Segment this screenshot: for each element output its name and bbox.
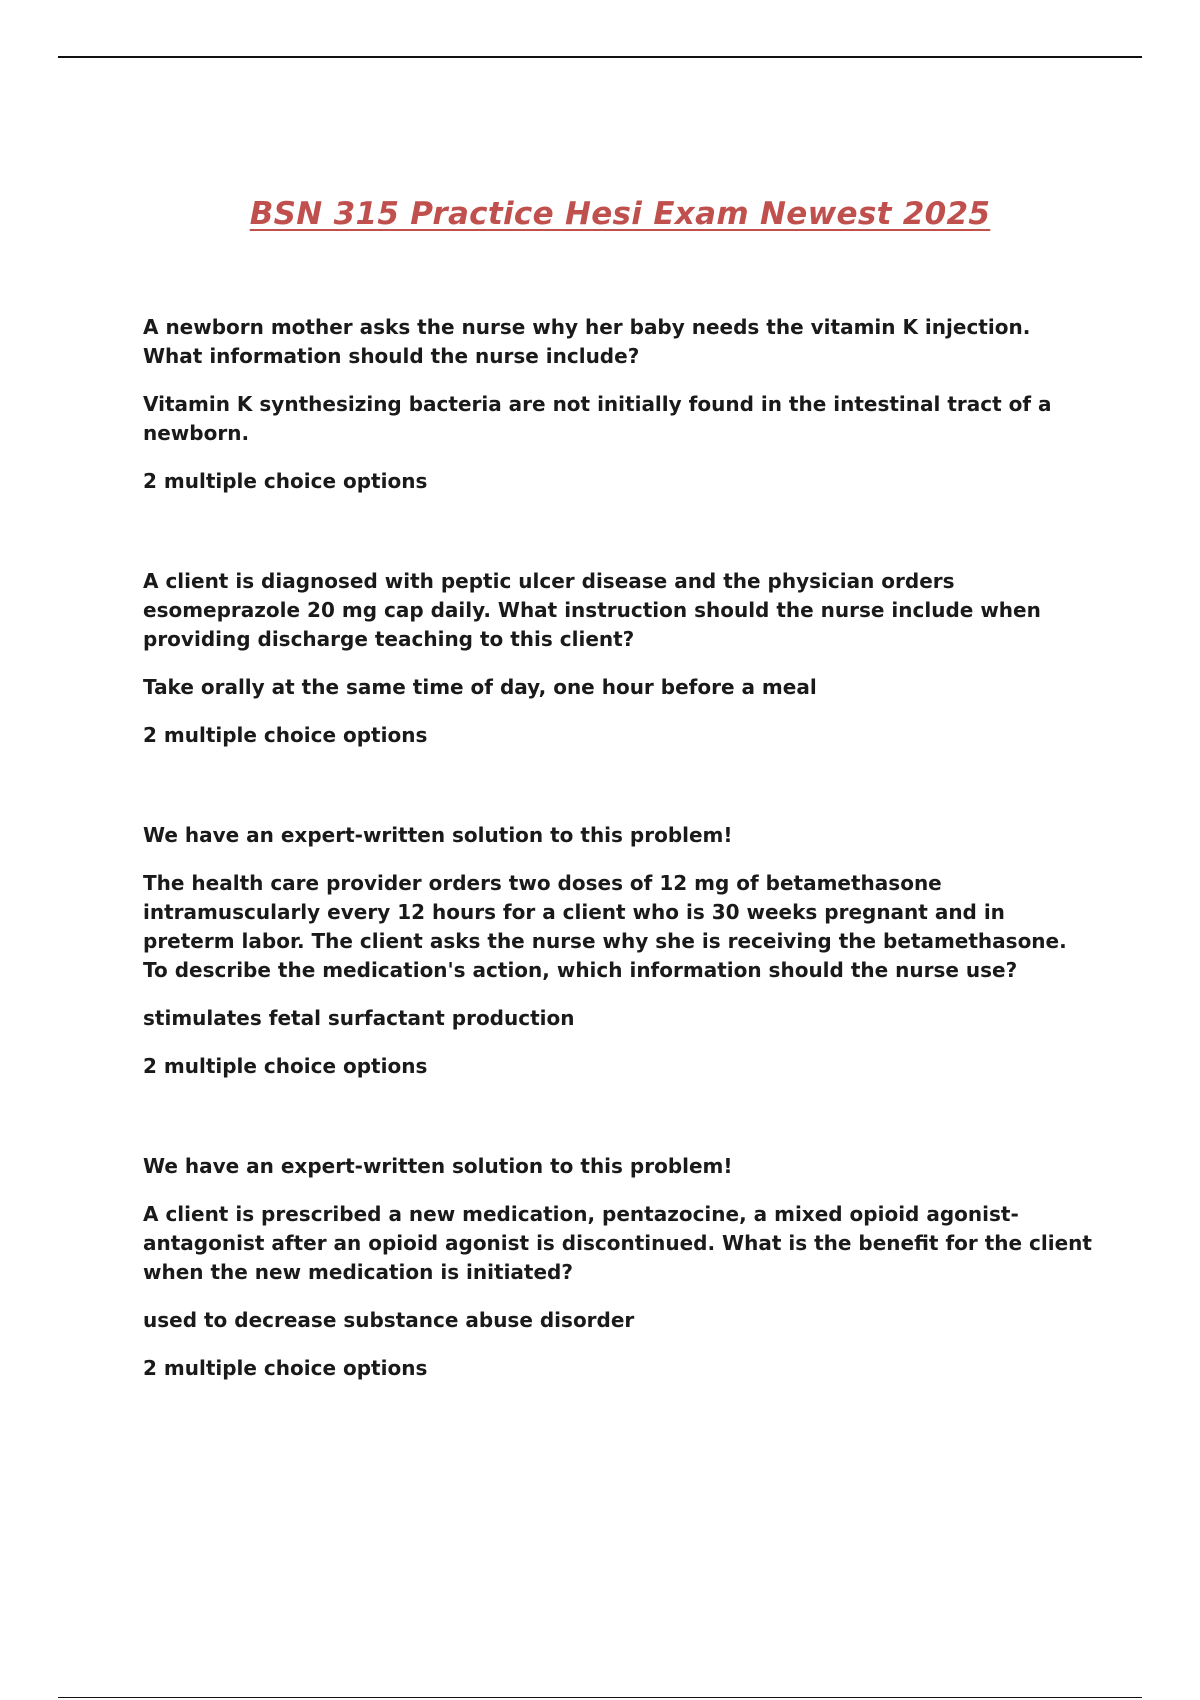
question-text: A client is prescribed a new medication, pentazocine, a mixed opioid agonist-antagonist after an opioid agonist is discontinued. What is the benefit for the client when the new medication is initiated?	[143, 1202, 1092, 1284]
question-block	[143, 1152, 1093, 1383]
top-rule	[58, 56, 1142, 58]
question-text: A client is diagnosed with peptic ulcer disease and the physician orders esomeprazole 20 mg cap daily. What instruction should the nurse include when providing discharge teaching to this client?	[143, 569, 1041, 651]
options-note[interactable]: 2 multiple choice options	[143, 723, 428, 747]
bottom-rule	[58, 1697, 1142, 1698]
answer-text: used to decrease substance abuse disorder	[143, 1308, 635, 1332]
expert-note: We have an expert-written solution to this problem!	[143, 1154, 733, 1178]
answer-text: Take orally at the same time of day, one hour before a meal	[143, 675, 817, 699]
options-note[interactable]: 2 multiple choice options	[143, 1054, 428, 1078]
answer-text: stimulates fetal surfactant production	[143, 1006, 575, 1030]
question-block	[143, 567, 1093, 750]
document-title: BSN 315 Practice Hesi Exam Newest 2025	[249, 196, 991, 232]
options-note[interactable]: 2 multiple choice options	[143, 469, 428, 493]
question-list	[143, 313, 1093, 1383]
question-block	[143, 313, 1093, 496]
expert-note: We have an expert-written solution to this problem!	[143, 823, 733, 847]
question-text: The health care provider orders two doses of 12 mg of betamethasone intramuscularly every 12 hours for a client who is 30 weeks pregnant and in preterm labor. The client asks the nurse why she is receiving the betamethasone. To describe the medication's action, which information should the nurse use?	[143, 871, 1067, 982]
options-note[interactable]: 2 multiple choice options	[143, 1356, 428, 1380]
answer-text: Vitamin K synthesizing bacteria are not initially found in the intestinal tract of a newborn.	[143, 392, 1052, 445]
question-block	[143, 821, 1093, 1081]
question-text: A newborn mother asks the nurse why her baby needs the vitamin K injection. What information should the nurse include?	[143, 315, 1031, 368]
